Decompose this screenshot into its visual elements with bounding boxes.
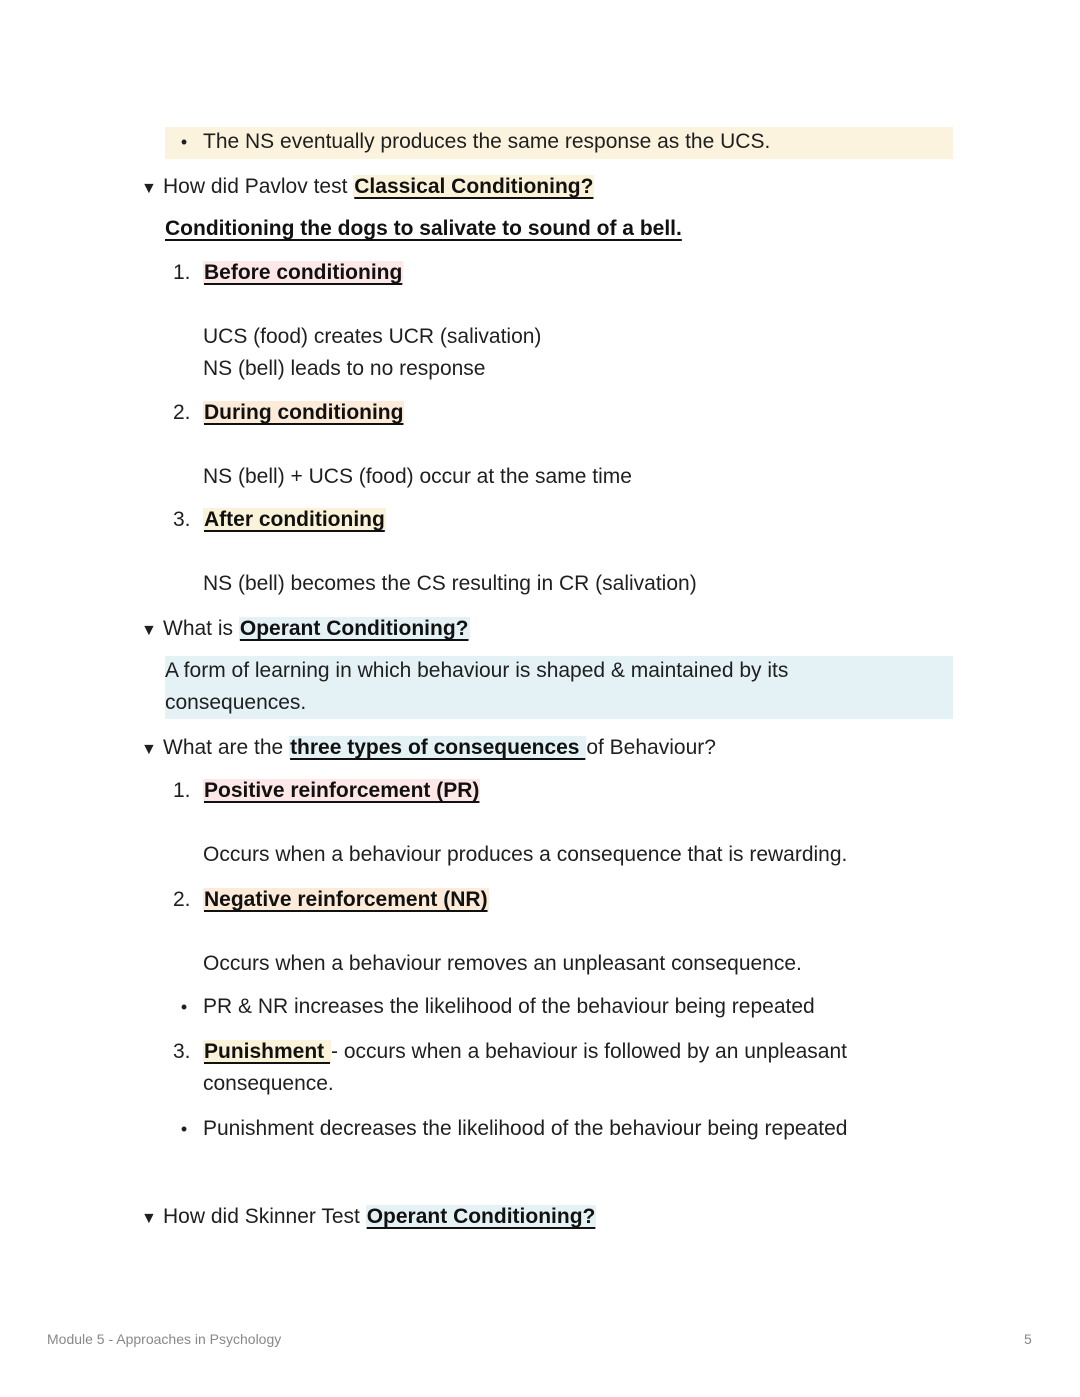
item-number: 2. bbox=[173, 401, 191, 424]
definition-line: A form of learning in which behaviour is shaped & maintained by its bbox=[165, 659, 789, 682]
numbered-item bbox=[165, 401, 404, 425]
bullet-text: The NS eventually produces the same response as the UCS. bbox=[203, 130, 771, 153]
numbered-item bbox=[165, 508, 386, 532]
toggle-pavlov[interactable] bbox=[141, 175, 594, 199]
item-number: 1. bbox=[173, 261, 191, 284]
toggle-label: What are the bbox=[163, 736, 290, 759]
item-title: Positive reinforcement (PR) bbox=[204, 779, 480, 802]
item-text: NS (bell) becomes the CS resulting in CR (salivation) bbox=[203, 572, 697, 595]
bullet-item bbox=[165, 1117, 847, 1141]
item-inline-text: - occurs when a behaviour is followed by an unpleasant bbox=[331, 1040, 847, 1063]
item-text: Occurs when a behaviour removes an unpleasant consequence. bbox=[203, 952, 802, 975]
triangle-down-icon[interactable]: ▼ bbox=[141, 622, 157, 639]
highlight-term: Operant Conditioning? bbox=[366, 1205, 596, 1228]
definition-line: consequences. bbox=[165, 691, 307, 714]
item-text: NS (bell) leads to no response bbox=[203, 357, 486, 380]
triangle-down-icon[interactable]: ▼ bbox=[141, 1210, 157, 1227]
toggle-label: What is bbox=[163, 617, 239, 640]
highlight-term: Operant Conditioning? bbox=[239, 617, 469, 640]
item-text: UCS (food) creates UCR (salivation) bbox=[203, 325, 542, 348]
bullet-item bbox=[165, 130, 770, 154]
numbered-item bbox=[165, 261, 403, 285]
numbered-item bbox=[165, 888, 489, 912]
pavlov-answer: Conditioning the dogs to salivate to sound of a bell. bbox=[165, 217, 682, 240]
item-title: Negative reinforcement (NR) bbox=[204, 888, 488, 911]
bullet-item bbox=[165, 995, 815, 1019]
triangle-down-icon[interactable]: ▼ bbox=[141, 180, 157, 197]
item-text: Occurs when a behaviour produces a consequence that is rewarding. bbox=[203, 843, 848, 866]
item-title: During conditioning bbox=[204, 401, 404, 424]
item-title: After conditioning bbox=[204, 508, 385, 531]
item-number: 1. bbox=[173, 779, 191, 802]
footer-module-title: Module 5 - Approaches in Psychology bbox=[47, 1331, 282, 1347]
bullet-dot-icon: • bbox=[180, 1119, 188, 1139]
highlight-term: three types of consequences bbox=[290, 736, 586, 759]
item-number: 3. bbox=[173, 508, 191, 531]
toggle-operant[interactable] bbox=[141, 617, 470, 641]
page-number: 5 bbox=[1024, 1331, 1032, 1347]
toggle-skinner[interactable] bbox=[141, 1205, 596, 1229]
bullet-text: Punishment decreases the likelihood of the behaviour being repeated bbox=[203, 1117, 848, 1140]
bullet-dot-icon: • bbox=[180, 997, 188, 1017]
item-text: consequence. bbox=[203, 1072, 334, 1095]
toggle-label-suffix: of Behaviour? bbox=[586, 736, 716, 759]
toggle-label: How did Skinner Test bbox=[163, 1205, 366, 1228]
toggle-consequences[interactable] bbox=[141, 736, 716, 760]
numbered-item bbox=[165, 779, 480, 803]
item-number: 2. bbox=[173, 888, 191, 911]
item-title: Before conditioning bbox=[204, 261, 403, 284]
toggle-label: How did Pavlov test bbox=[163, 175, 354, 198]
highlight-term: Classical Conditioning? bbox=[354, 175, 594, 198]
item-text: NS (bell) + UCS (food) occur at the same time bbox=[203, 465, 632, 488]
numbered-item bbox=[165, 1040, 847, 1064]
item-title: Punishment bbox=[204, 1040, 331, 1063]
item-number: 3. bbox=[173, 1040, 191, 1063]
bullet-text: PR & NR increases the likelihood of the behaviour being repeated bbox=[203, 995, 815, 1018]
triangle-down-icon[interactable]: ▼ bbox=[141, 741, 157, 758]
bullet-dot-icon: • bbox=[180, 132, 188, 152]
